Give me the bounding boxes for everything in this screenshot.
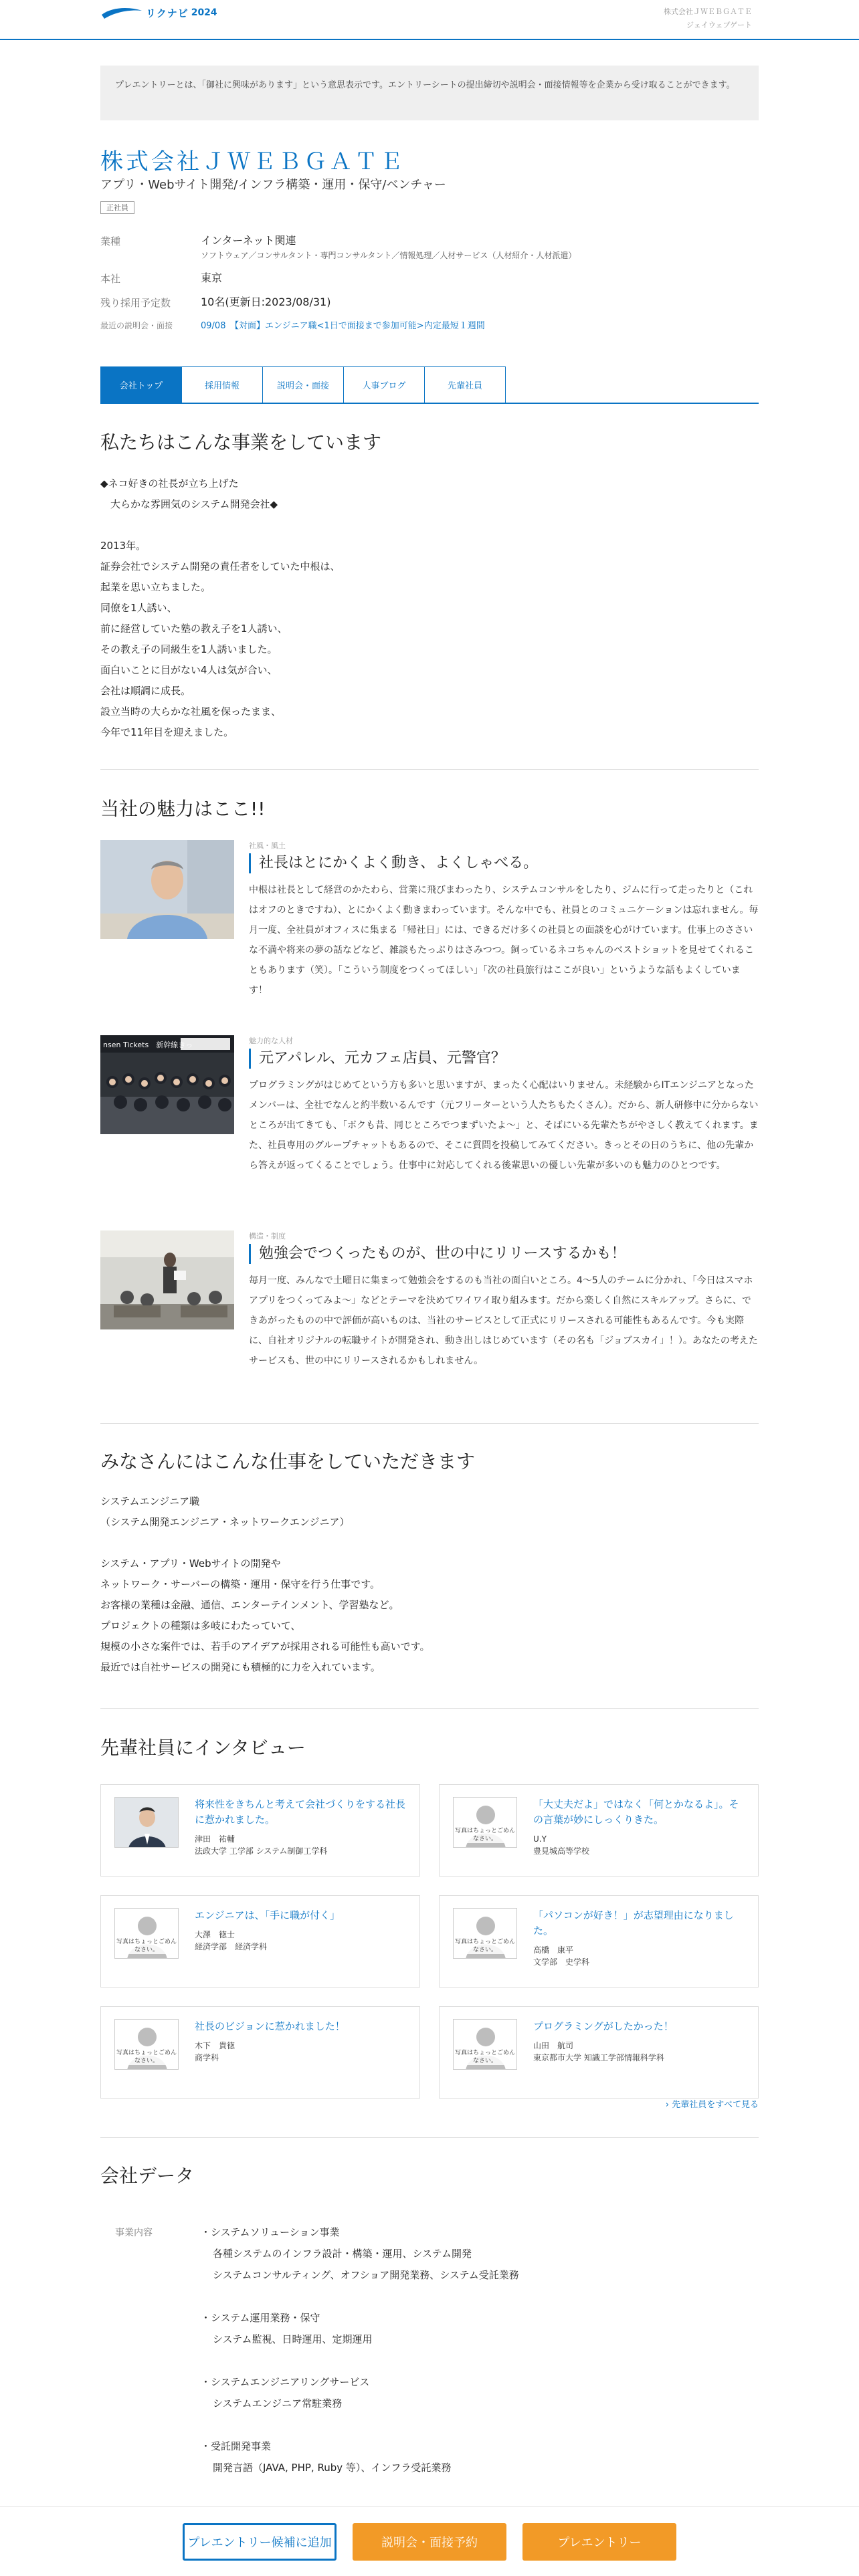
charm-heading: 社長はとにかくよく動き、よくしゃべる。 bbox=[249, 853, 759, 873]
interview-card[interactable] bbox=[100, 2006, 420, 2099]
charm-text: 中根は社長として経営のかたわら、営業に飛びまわったり、システムコンサルをしたり、ジムに行って走ったりと（これはオフのときですね）、とにかくよく動きまわっています。そんな中でも、社員とのコミュニケーションは忘れません。毎月一度、全社員がオフィスに集まる「帰社日」には、できるだけ多くの社員との面談を心がけています。仕事上のささいな不満や将来の夢の話などなど、雑談もたっぷりはさみつつ。飼っているネコちゃんのベストショットを見せてくれることもあります（笑）。「こういう制度をつくってほしい」「次の社員旅行はここが良い」というような話もよくしています！ bbox=[249, 885, 759, 996]
logo-year: 2024 bbox=[191, 7, 217, 18]
business-title: 私たちはこんな事業をしています bbox=[100, 431, 382, 453]
divider bbox=[100, 1708, 759, 1709]
charm-photo-study bbox=[100, 1230, 234, 1329]
interviewee-name: 山田 航司 bbox=[533, 2041, 574, 2050]
study-photo-icon bbox=[100, 1230, 234, 1329]
employment-badge: 正社員 bbox=[100, 201, 134, 214]
business-group bbox=[201, 2371, 519, 2414]
interview-card[interactable] bbox=[439, 2006, 759, 2099]
logo-swoosh-icon bbox=[100, 5, 143, 20]
info-row-hq bbox=[100, 270, 759, 286]
charm-heading: 元アパレル、元カフェ店員、元警官？ bbox=[249, 1049, 759, 1069]
header-company-label bbox=[664, 5, 752, 32]
site-header bbox=[0, 0, 859, 40]
seminar-reservation-button[interactable]: 説明会・面接予約 bbox=[353, 2523, 506, 2561]
info-key: 本社 bbox=[100, 273, 121, 285]
interviewee-name: U.Y bbox=[533, 1834, 547, 1844]
interview-title: 先輩社員にインタビュー bbox=[100, 1737, 306, 1759]
company-data-title: 会社データ bbox=[100, 2165, 195, 2187]
company-tabs bbox=[100, 366, 759, 404]
group-photo-icon bbox=[100, 1035, 234, 1134]
industry-sub: ソフトウェア／コンサルタント・専門コンサルタント／情報処理／人材サービス（人材紹介・人材派遣） bbox=[201, 251, 577, 260]
info-row-event bbox=[100, 318, 759, 334]
interview-info bbox=[195, 2019, 345, 2086]
interview-headline[interactable]: 「パソコンが好き！」が志望理由になりました。 bbox=[533, 1909, 734, 1937]
header-company-name: 株式会社ＪＷＥＢＧＡＴＥ bbox=[664, 7, 752, 16]
charm-body bbox=[249, 840, 759, 1000]
logo-text: リクナビ bbox=[146, 7, 189, 19]
charm-text: プログラミングがはじめてという方も多いと思いますが、まったく心配はいりません。未経験からITエンジニアとなったメンバーは、全社でなんと約半数いるんです（元フリーターという人たちもたくさん）。だから、新人研修中に分からないところが出てきても、「ボクも昔、同じところでつまずいたよ～」と、そばにいる先輩たちがやさしく教えてくれます。また、社員専用のグループチャットもあるので、そこに質問を投稿してみてください。きっとその日のうちに、他の先輩から答えが返ってくることでしょう。仕事中に対応してくれる後輩思いの優しい先輩が多いのも魅力のひとつです。 bbox=[249, 1080, 759, 1171]
charm-body bbox=[249, 1230, 759, 1371]
info-row-industry bbox=[100, 233, 759, 262]
business-group bbox=[201, 2307, 519, 2350]
company-info-table bbox=[100, 233, 759, 342]
interview-card[interactable] bbox=[439, 1784, 759, 1876]
sticky-action-bar bbox=[0, 2506, 859, 2576]
tab-company-top[interactable]: 会社トップ bbox=[100, 366, 182, 403]
no-photo-label: 写真はちょっとごめんなさい。 bbox=[454, 1939, 515, 1953]
business-line: システム監視、日時運用、定期運用 bbox=[213, 2333, 373, 2345]
charm-category: 魅力的な人材 bbox=[249, 1037, 293, 1045]
interviewee-photo-placeholder bbox=[114, 1908, 179, 1959]
interview-info bbox=[533, 1797, 745, 1864]
interview-headline[interactable]: 将来性をきちんと考えて会社づくりをする社長に惹かれました。 bbox=[195, 1798, 406, 1826]
interviewee-name: 木下 貴徳 bbox=[195, 2041, 235, 2050]
company-data-table bbox=[100, 2222, 759, 2478]
interview-headline[interactable]: プログラミングがしたかった！ bbox=[533, 2020, 674, 2032]
interviewee-school: 商学科 bbox=[195, 2053, 219, 2062]
interviewee-name: 津田 祐輔 bbox=[195, 1834, 235, 1844]
data-key: 事業内容 bbox=[115, 2228, 153, 2238]
interview-grid bbox=[100, 1784, 759, 2099]
business-group bbox=[201, 2222, 519, 2286]
interviewee-name: 高橋 康平 bbox=[533, 1945, 574, 1955]
see-all-link[interactable] bbox=[100, 2097, 759, 2110]
company-name: 株式会社ＪＷＥＢＧＡＴＥ bbox=[100, 148, 405, 175]
interviewee-name: 大澤 徳士 bbox=[195, 1930, 235, 1939]
preentry-notice: プレエントリーとは、「御社に興味があります」という意思表示です。エントリーシートの提出締切や説明会・面接情報等を企業から受け取ることができます。 bbox=[100, 66, 759, 120]
interview-card[interactable] bbox=[439, 1895, 759, 1988]
charm-item bbox=[100, 1230, 759, 1371]
info-key: 残り採用予定数 bbox=[100, 297, 171, 309]
interview-headline[interactable]: 社長のビジョンに惹かれました！ bbox=[195, 2020, 345, 2032]
interview-info bbox=[195, 1797, 406, 1864]
interviewee-photo-placeholder bbox=[453, 1797, 517, 1848]
info-value: 10名(更新日:2023/08/31) bbox=[201, 296, 331, 308]
charm-photo-president bbox=[100, 840, 234, 939]
business-line: 開発言語（JAVA, PHP, Ruby 等）、インフラ受託業務 bbox=[213, 2462, 452, 2474]
company-subtitle: アプリ・Webサイト開発/インフラ構築・運用・保守/ベンチャー bbox=[100, 178, 446, 192]
preentry-button[interactable]: プレエントリー bbox=[522, 2523, 676, 2561]
divider bbox=[100, 769, 759, 770]
work-text: システムエンジニア職 （システム開発エンジニア・ネットワークエンジニア） システム・アプリ・Webサイトの開発や ネットワーク・サーバーの構築・運用・保守を行う仕事です。 お客様の業種は金融、通信、エンターテインメント、学習塾など。 プロジェクトの種類は多岐にわたっていて、 規模の小さな案件では、若手のアイデアが採用される可能性も高いです。 最近では自社サービスの開発にも積極的に力を入れています。 bbox=[100, 1495, 430, 1673]
charm-item bbox=[100, 840, 759, 1000]
info-value bbox=[201, 233, 576, 262]
business-head: ・システムエンジニアリングサービス bbox=[201, 2376, 370, 2388]
interviewee-school: 法政大学 工学部 システム制御工学科 bbox=[195, 1846, 328, 1856]
interview-headline[interactable]: 「大丈夫だよ」ではなく「何とかなるよ」。その言葉が妙にしっくりきた。 bbox=[533, 1798, 739, 1826]
tab-hr-blog[interactable]: 人事ブログ bbox=[343, 366, 425, 403]
interview-card[interactable] bbox=[100, 1895, 420, 1988]
divider bbox=[100, 2137, 759, 2138]
interviewee-school: 東京都市大学 知識工学部情報科学科 bbox=[533, 2053, 664, 2062]
header-company-kana: ジェイウェブゲート bbox=[686, 21, 752, 29]
no-photo-label: 写真はちょっとごめんなさい。 bbox=[116, 1939, 177, 1953]
interviewee-photo bbox=[114, 1797, 179, 1848]
charm-item bbox=[100, 1035, 759, 1176]
business-head: ・受託開発事業 bbox=[201, 2440, 272, 2452]
interview-info bbox=[533, 1908, 745, 1975]
tab-senior-employees[interactable]: 先輩社員 bbox=[424, 366, 506, 403]
interviewee-school: 文学部 史学科 bbox=[533, 1957, 590, 1967]
business-list bbox=[201, 2222, 519, 2478]
charm-title: 当社の魅力はここ!! bbox=[100, 798, 266, 820]
industry-main: インターネット関連 bbox=[201, 234, 296, 247]
business-head: ・システム運用業務・保守 bbox=[201, 2312, 320, 2324]
interviewee-photo-placeholder bbox=[453, 1908, 517, 1959]
interview-headline[interactable]: エンジニアは、「手に職が付く」 bbox=[195, 1909, 341, 1921]
interviewee-photo-placeholder bbox=[114, 2019, 179, 2070]
info-key: 業種 bbox=[100, 235, 121, 247]
charm-text: 毎月一度、みんなで土曜日に集まって勉強会をするのも当社の面白いところ。4～5人のチームに分かれ、「今日はスマホアプリをつくってみよ～」などとテーマを決めてワイワイ取り組みます。だから楽しく自然にスキルアップ。さらに、できあがったものの中で評価が高いものは、当社のサービスとして正式にリリースされる可能性もあるんです。今も実際に、自社オリジナルの転職サイトが開発され、動き出しはじめています（その名も「ジョブスカイ」！）。あなたの考えたサービスも、世の中にリリースされるかもしれません。 bbox=[249, 1275, 758, 1366]
no-photo-label: 写真はちょっとごめんなさい。 bbox=[454, 1828, 515, 1842]
charm-photo-group bbox=[100, 1035, 234, 1134]
no-photo-label: 写真はちょっとごめんなさい。 bbox=[116, 2050, 177, 2064]
interview-card[interactable] bbox=[100, 1784, 420, 1876]
logo[interactable] bbox=[100, 5, 217, 20]
tab-recruitment[interactable]: 採用情報 bbox=[181, 366, 263, 403]
info-row-remaining bbox=[100, 294, 759, 310]
interviewee-school: 豊見城高等学校 bbox=[533, 1846, 590, 1856]
divider bbox=[100, 1423, 759, 1424]
business-line: システムエンジニア常駐業務 bbox=[213, 2397, 343, 2409]
charm-body bbox=[249, 1035, 759, 1176]
tab-seminar[interactable]: 説明会・面接 bbox=[262, 366, 344, 403]
info-key: 最近の説明会・面接 bbox=[100, 321, 173, 330]
business-group bbox=[201, 2436, 519, 2478]
business-line: 各種システムのインフラ設計・構築・運用、システム開発 bbox=[213, 2248, 472, 2260]
event-link[interactable]: 09/08 【対面】エンジニア職<1日で面接まで参加可能>内定最短１週間 bbox=[201, 321, 485, 331]
business-head: ・システムソリューション事業 bbox=[201, 2226, 340, 2238]
interview-info bbox=[195, 1908, 340, 1975]
charm-category: 構造・制度 bbox=[249, 1232, 286, 1241]
charm-category: 社風・風土 bbox=[249, 841, 286, 850]
chevron-right-icon: › bbox=[665, 2100, 672, 2110]
see-all-label: 先輩社員をすべて見る bbox=[672, 2100, 759, 2110]
interviewee-photo-placeholder bbox=[453, 2019, 517, 2070]
interview-info bbox=[533, 2019, 674, 2086]
photo-sign-text: nsen Tickets 新幹線きっ bbox=[103, 1041, 193, 1049]
badge-row bbox=[100, 202, 759, 213]
business-text: ◆ネコ好きの社長が立ち上げた 大らかな雰囲気のシステム開発会社◆ 2013年。 証券会社でシステム開発の責任者をしていた中根は、 起業を思い立ちました。 同僚を1人誘い、 前に経営していた塾の教え子を1人誘い、 その教え子の同級生を1人誘いました。 面白いことに目がない4人は気が合い、 会社は順調に成長。 設立当時の大らかな社風を保ったまま、 今年で11年目を迎えました。 bbox=[100, 477, 341, 738]
work-title: みなさんにはこんな仕事をしていただきます bbox=[100, 1451, 476, 1473]
info-value: 東京 bbox=[201, 272, 223, 284]
president-photo-icon bbox=[100, 840, 234, 939]
add-candidate-button[interactable]: プレエントリー候補に追加 bbox=[183, 2523, 337, 2561]
person-photo-icon bbox=[115, 1798, 179, 1848]
business-line: システムコンサルティング、オフショア開発業務、システム受託業務 bbox=[213, 2269, 519, 2281]
charm-heading: 勉強会でつくったものが、世の中にリリースするかも！ bbox=[249, 1244, 759, 1264]
interviewee-school: 経済学部 経済学科 bbox=[195, 1942, 268, 1951]
no-photo-label: 写真はちょっとごめんなさい。 bbox=[454, 2050, 515, 2064]
